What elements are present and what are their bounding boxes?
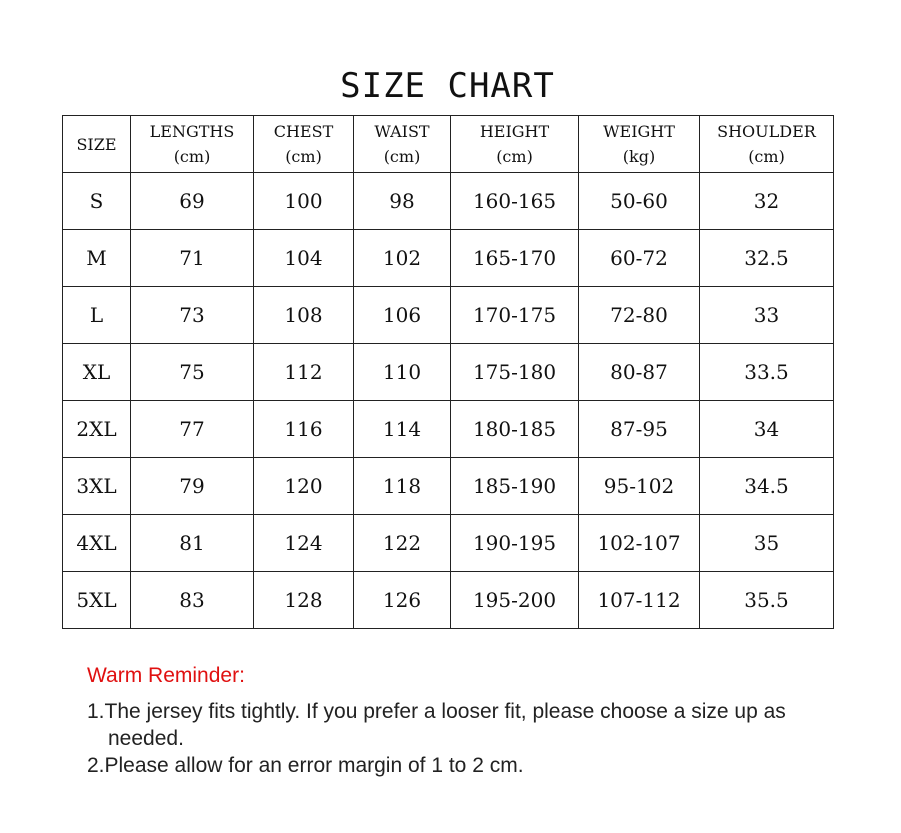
size-chart-table: [62, 115, 834, 629]
cell-size: 3XL: [63, 458, 131, 515]
header-weight: WEIGHT (kg): [579, 116, 700, 173]
cell-shoulder: 34.5: [700, 458, 834, 515]
cell-shoulder: 35: [700, 515, 834, 572]
cell-size: 2XL: [63, 401, 131, 458]
header-chest: CHEST (cm): [254, 116, 354, 173]
cell-waist: 122: [354, 515, 451, 572]
cell-height: 170-175: [451, 287, 579, 344]
cell-size: XL: [63, 344, 131, 401]
table-row: [63, 401, 834, 458]
table-row: [63, 287, 834, 344]
cell-waist: 126: [354, 572, 451, 629]
cell-chest: 112: [254, 344, 354, 401]
cell-height: 160-165: [451, 173, 579, 230]
cell-height: 185-190: [451, 458, 579, 515]
cell-weight: 80-87: [579, 344, 700, 401]
warm-reminder: [87, 664, 847, 779]
cell-shoulder: 33: [700, 287, 834, 344]
cell-weight: 60-72: [579, 230, 700, 287]
cell-chest: 124: [254, 515, 354, 572]
cell-height: 190-195: [451, 515, 579, 572]
cell-length: 81: [131, 515, 254, 572]
table-row: [63, 230, 834, 287]
cell-size: 4XL: [63, 515, 131, 572]
header-size: SIZE: [63, 116, 131, 173]
header-row: [63, 116, 834, 173]
cell-waist: 114: [354, 401, 451, 458]
cell-size: M: [63, 230, 131, 287]
cell-height: 195-200: [451, 572, 579, 629]
cell-waist: 110: [354, 344, 451, 401]
cell-shoulder: 33.5: [700, 344, 834, 401]
cell-shoulder: 35.5: [700, 572, 834, 629]
table-row: [63, 515, 834, 572]
cell-chest: 100: [254, 173, 354, 230]
table-row: [63, 572, 834, 629]
cell-length: 71: [131, 230, 254, 287]
cell-chest: 104: [254, 230, 354, 287]
cell-height: 180-185: [451, 401, 579, 458]
cell-shoulder: 34: [700, 401, 834, 458]
cell-weight: 87-95: [579, 401, 700, 458]
cell-chest: 128: [254, 572, 354, 629]
cell-length: 69: [131, 173, 254, 230]
cell-waist: 106: [354, 287, 451, 344]
cell-chest: 120: [254, 458, 354, 515]
cell-weight: 102-107: [579, 515, 700, 572]
header-waist: WAIST (cm): [354, 116, 451, 173]
header-lengths: LENGTHS (cm): [131, 116, 254, 173]
cell-shoulder: 32.5: [700, 230, 834, 287]
table-row: [63, 344, 834, 401]
cell-size: S: [63, 173, 131, 230]
cell-shoulder: 32: [700, 173, 834, 230]
cell-length: 73: [131, 287, 254, 344]
reminder-note-1: 1.The jersey fits tightly. If you prefer a looser fit, please choose a size up as needed.: [87, 700, 786, 750]
cell-weight: 50-60: [579, 173, 700, 230]
reminder-note-2: 2.Please allow for an error margin of 1 to 2 cm.: [87, 754, 524, 777]
cell-size: L: [63, 287, 131, 344]
cell-length: 83: [131, 572, 254, 629]
cell-length: 79: [131, 458, 254, 515]
table-row: [63, 458, 834, 515]
header-height: HEIGHT (cm): [451, 116, 579, 173]
header-shoulder: SHOULDER (cm): [700, 116, 834, 173]
cell-height: 165-170: [451, 230, 579, 287]
cell-waist: 102: [354, 230, 451, 287]
cell-chest: 108: [254, 287, 354, 344]
cell-waist: 98: [354, 173, 451, 230]
table-row: [63, 173, 834, 230]
cell-weight: 72-80: [579, 287, 700, 344]
cell-weight: 95-102: [579, 458, 700, 515]
cell-chest: 116: [254, 401, 354, 458]
cell-length: 75: [131, 344, 254, 401]
cell-size: 5XL: [63, 572, 131, 629]
cell-height: 175-180: [451, 344, 579, 401]
reminder-title: Warm Reminder:: [87, 664, 245, 687]
cell-length: 77: [131, 401, 254, 458]
chart-title: SIZE CHART: [340, 66, 555, 106]
cell-weight: 107-112: [579, 572, 700, 629]
cell-waist: 118: [354, 458, 451, 515]
